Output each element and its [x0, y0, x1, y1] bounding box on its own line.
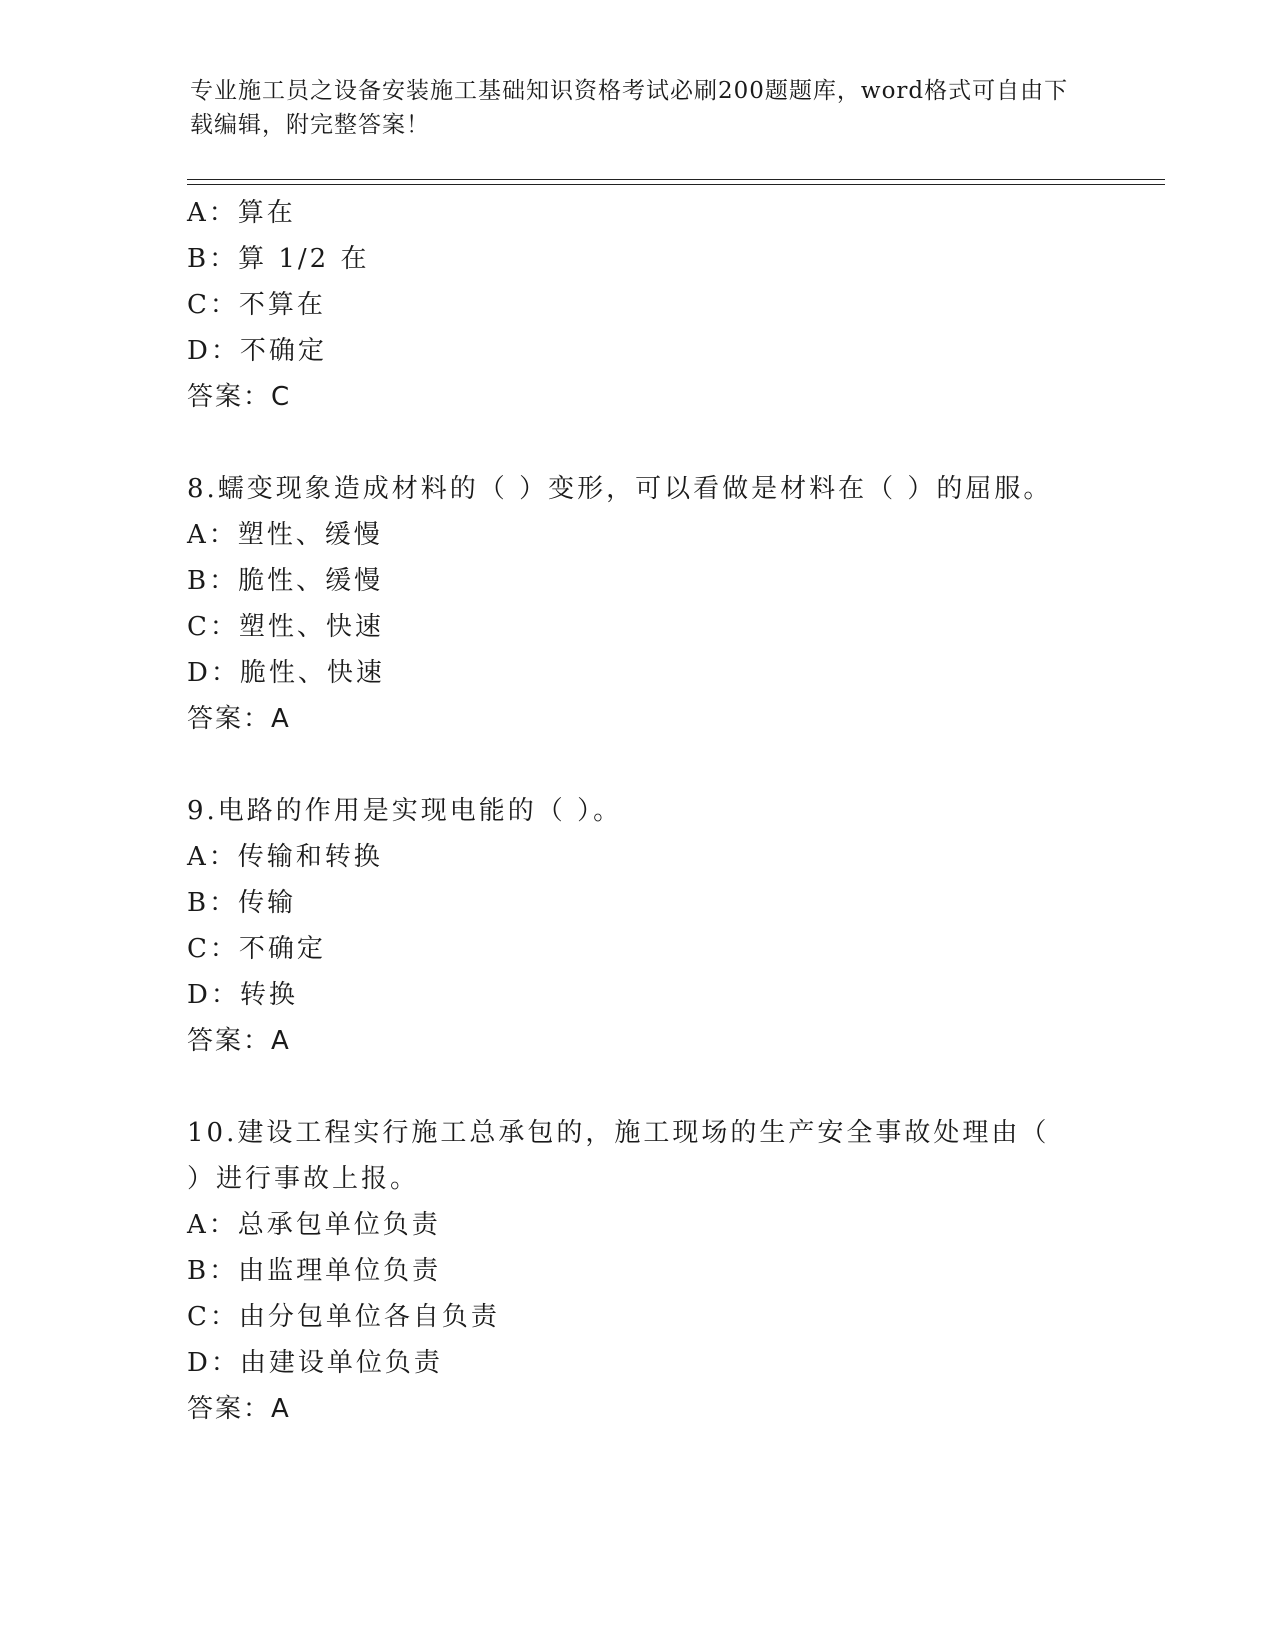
option-b: B：由监理单位负责 — [187, 1256, 442, 1286]
option-c: C：不算在 — [187, 290, 326, 320]
option-c: C：不确定 — [187, 934, 326, 964]
option-c: C：由分包单位各自负责 — [187, 1302, 500, 1332]
question-stem: 10.建设工程实行施工总承包的，施工现场的生产安全事故处理由（ ）进行事故上报。 — [187, 1118, 1050, 1194]
question-block-9 — [187, 788, 1087, 1064]
question-list — [187, 190, 1087, 1432]
answer-line: 答案：C — [187, 382, 292, 412]
option-d: D：转换 — [187, 980, 298, 1010]
answer-line: 答案：A — [187, 1026, 291, 1056]
question-block-8 — [187, 466, 1087, 742]
spacer — [187, 1064, 1087, 1110]
question-block-7-partial — [187, 190, 1087, 420]
question-block-10 — [187, 1110, 1087, 1432]
option-d: D：不确定 — [187, 336, 327, 366]
header-divider-bottom — [187, 184, 1165, 185]
header-divider-top — [187, 179, 1165, 180]
spacer — [187, 742, 1087, 788]
document-header — [190, 74, 1080, 142]
answer-line: 答案：A — [187, 1394, 291, 1424]
option-c: C：塑性、快速 — [187, 612, 384, 642]
option-a: A：传输和转换 — [187, 842, 383, 872]
option-b: B：脆性、缓慢 — [187, 566, 384, 596]
option-a: A：总承包单位负责 — [187, 1210, 441, 1240]
option-b: B：传输 — [187, 888, 297, 918]
answer-line: 答案：A — [187, 704, 291, 734]
header-title: 专业施工员之设备安装施工基础知识资格考试必刷200题题库，word格式可自由下载编辑，附完整答案！ — [190, 78, 1069, 138]
option-d: D：脆性、快速 — [187, 658, 385, 688]
option-d: D：由建设单位负责 — [187, 1348, 443, 1378]
spacer — [187, 420, 1087, 466]
option-b: B：算 1/2 在 — [187, 244, 370, 274]
question-stem: 8.蠕变现象造成材料的（ ）变形，可以看做是材料在（ ）的屈服。 — [187, 474, 1053, 504]
option-a: A：塑性、缓慢 — [187, 520, 383, 550]
option-a: A：算在 — [187, 198, 296, 228]
question-stem: 9.电路的作用是实现电能的（ ）。 — [187, 796, 623, 826]
